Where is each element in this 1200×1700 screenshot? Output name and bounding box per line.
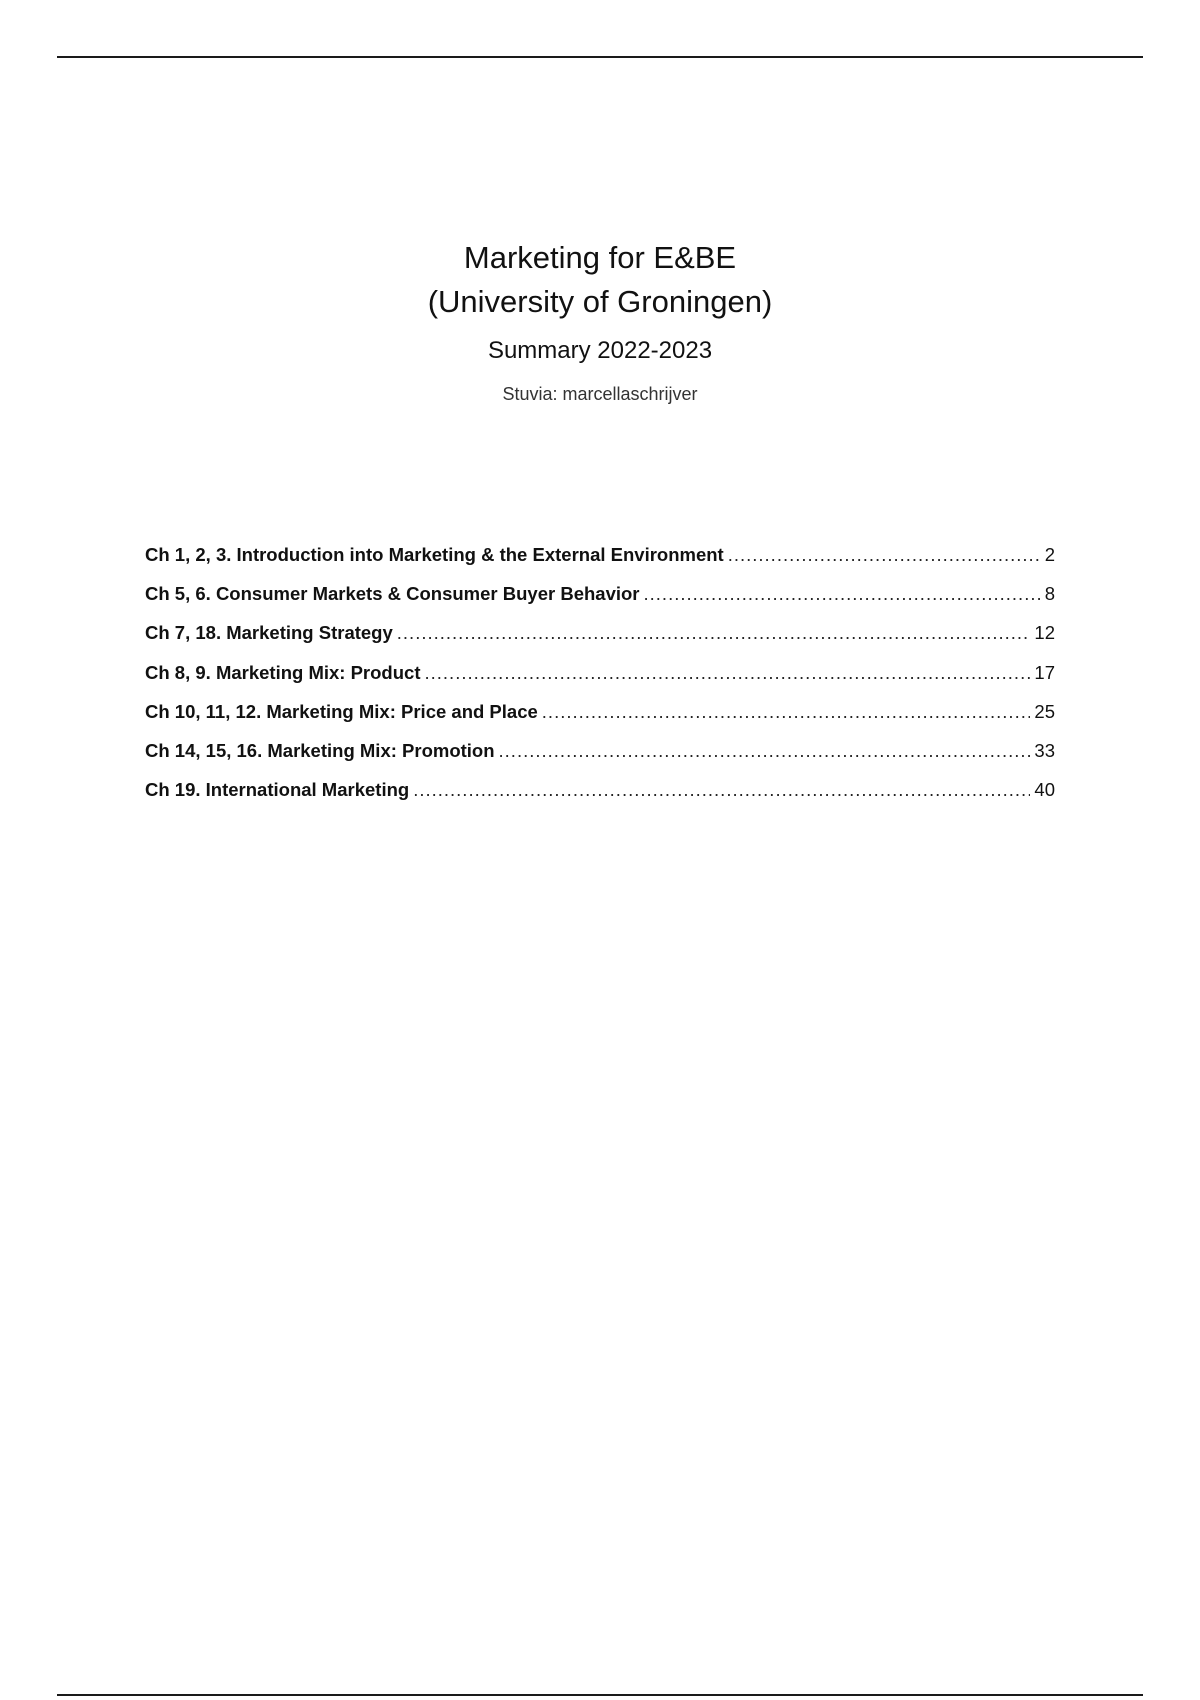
footer-rule	[57, 1694, 1143, 1696]
toc-entry-title: Ch 8, 9. Marketing Mix: Product	[145, 661, 421, 683]
toc-entry-title: Ch 19. International Marketing	[145, 779, 410, 801]
toc-leader-dots	[644, 583, 1041, 605]
table-of-contents	[145, 544, 1055, 818]
document-author: Stuvia: marcellaschrijver	[502, 384, 698, 404]
toc-leader-dots	[413, 779, 1030, 801]
toc-entry-page: 17	[1034, 661, 1055, 683]
toc-entry-page: 40	[1034, 779, 1055, 801]
toc-entry[interactable]	[145, 701, 1055, 740]
toc-entry-title: Ch 1, 2, 3. Introduction into Marketing & the External Environment	[145, 544, 724, 565]
toc-entry[interactable]	[145, 622, 1055, 661]
toc-leader-dots	[542, 701, 1031, 723]
title-block	[0, 236, 1200, 406]
document-title-line-2: (University of Groningen)	[427, 284, 773, 319]
toc-entry[interactable]	[145, 583, 1055, 622]
toc-entry-title: Ch 14, 15, 16. Marketing Mix: Promotion	[145, 739, 495, 761]
toc-entry-title: Ch 7, 18. Marketing Strategy	[145, 622, 393, 644]
header-rule	[57, 56, 1143, 58]
toc-entry[interactable]	[145, 740, 1055, 779]
toc-entry-title: Ch 5, 6. Consumer Markets & Consumer Buyer Behavior	[145, 583, 640, 605]
toc-leader-dots	[397, 622, 1031, 644]
toc-leader-dots	[728, 544, 1041, 566]
toc-entry-page: 8	[1044, 583, 1055, 605]
toc-entry[interactable]	[145, 662, 1055, 701]
toc-leader-dots	[499, 740, 1031, 762]
toc-entry-page: 2	[1044, 544, 1055, 565]
toc-entry[interactable]	[145, 544, 1055, 583]
toc-entry-page: 12	[1034, 622, 1055, 644]
toc-leader-dots	[425, 662, 1031, 684]
document-title-line-1: Marketing for E&BE	[463, 240, 737, 275]
toc-entry-page: 25	[1034, 700, 1055, 722]
document-subtitle: Summary 2022-2023	[487, 337, 713, 364]
toc-entry[interactable]	[145, 779, 1055, 818]
toc-entry-page: 33	[1034, 739, 1055, 761]
toc-entry-title: Ch 10, 11, 12. Marketing Mix: Price and Place	[145, 700, 538, 722]
